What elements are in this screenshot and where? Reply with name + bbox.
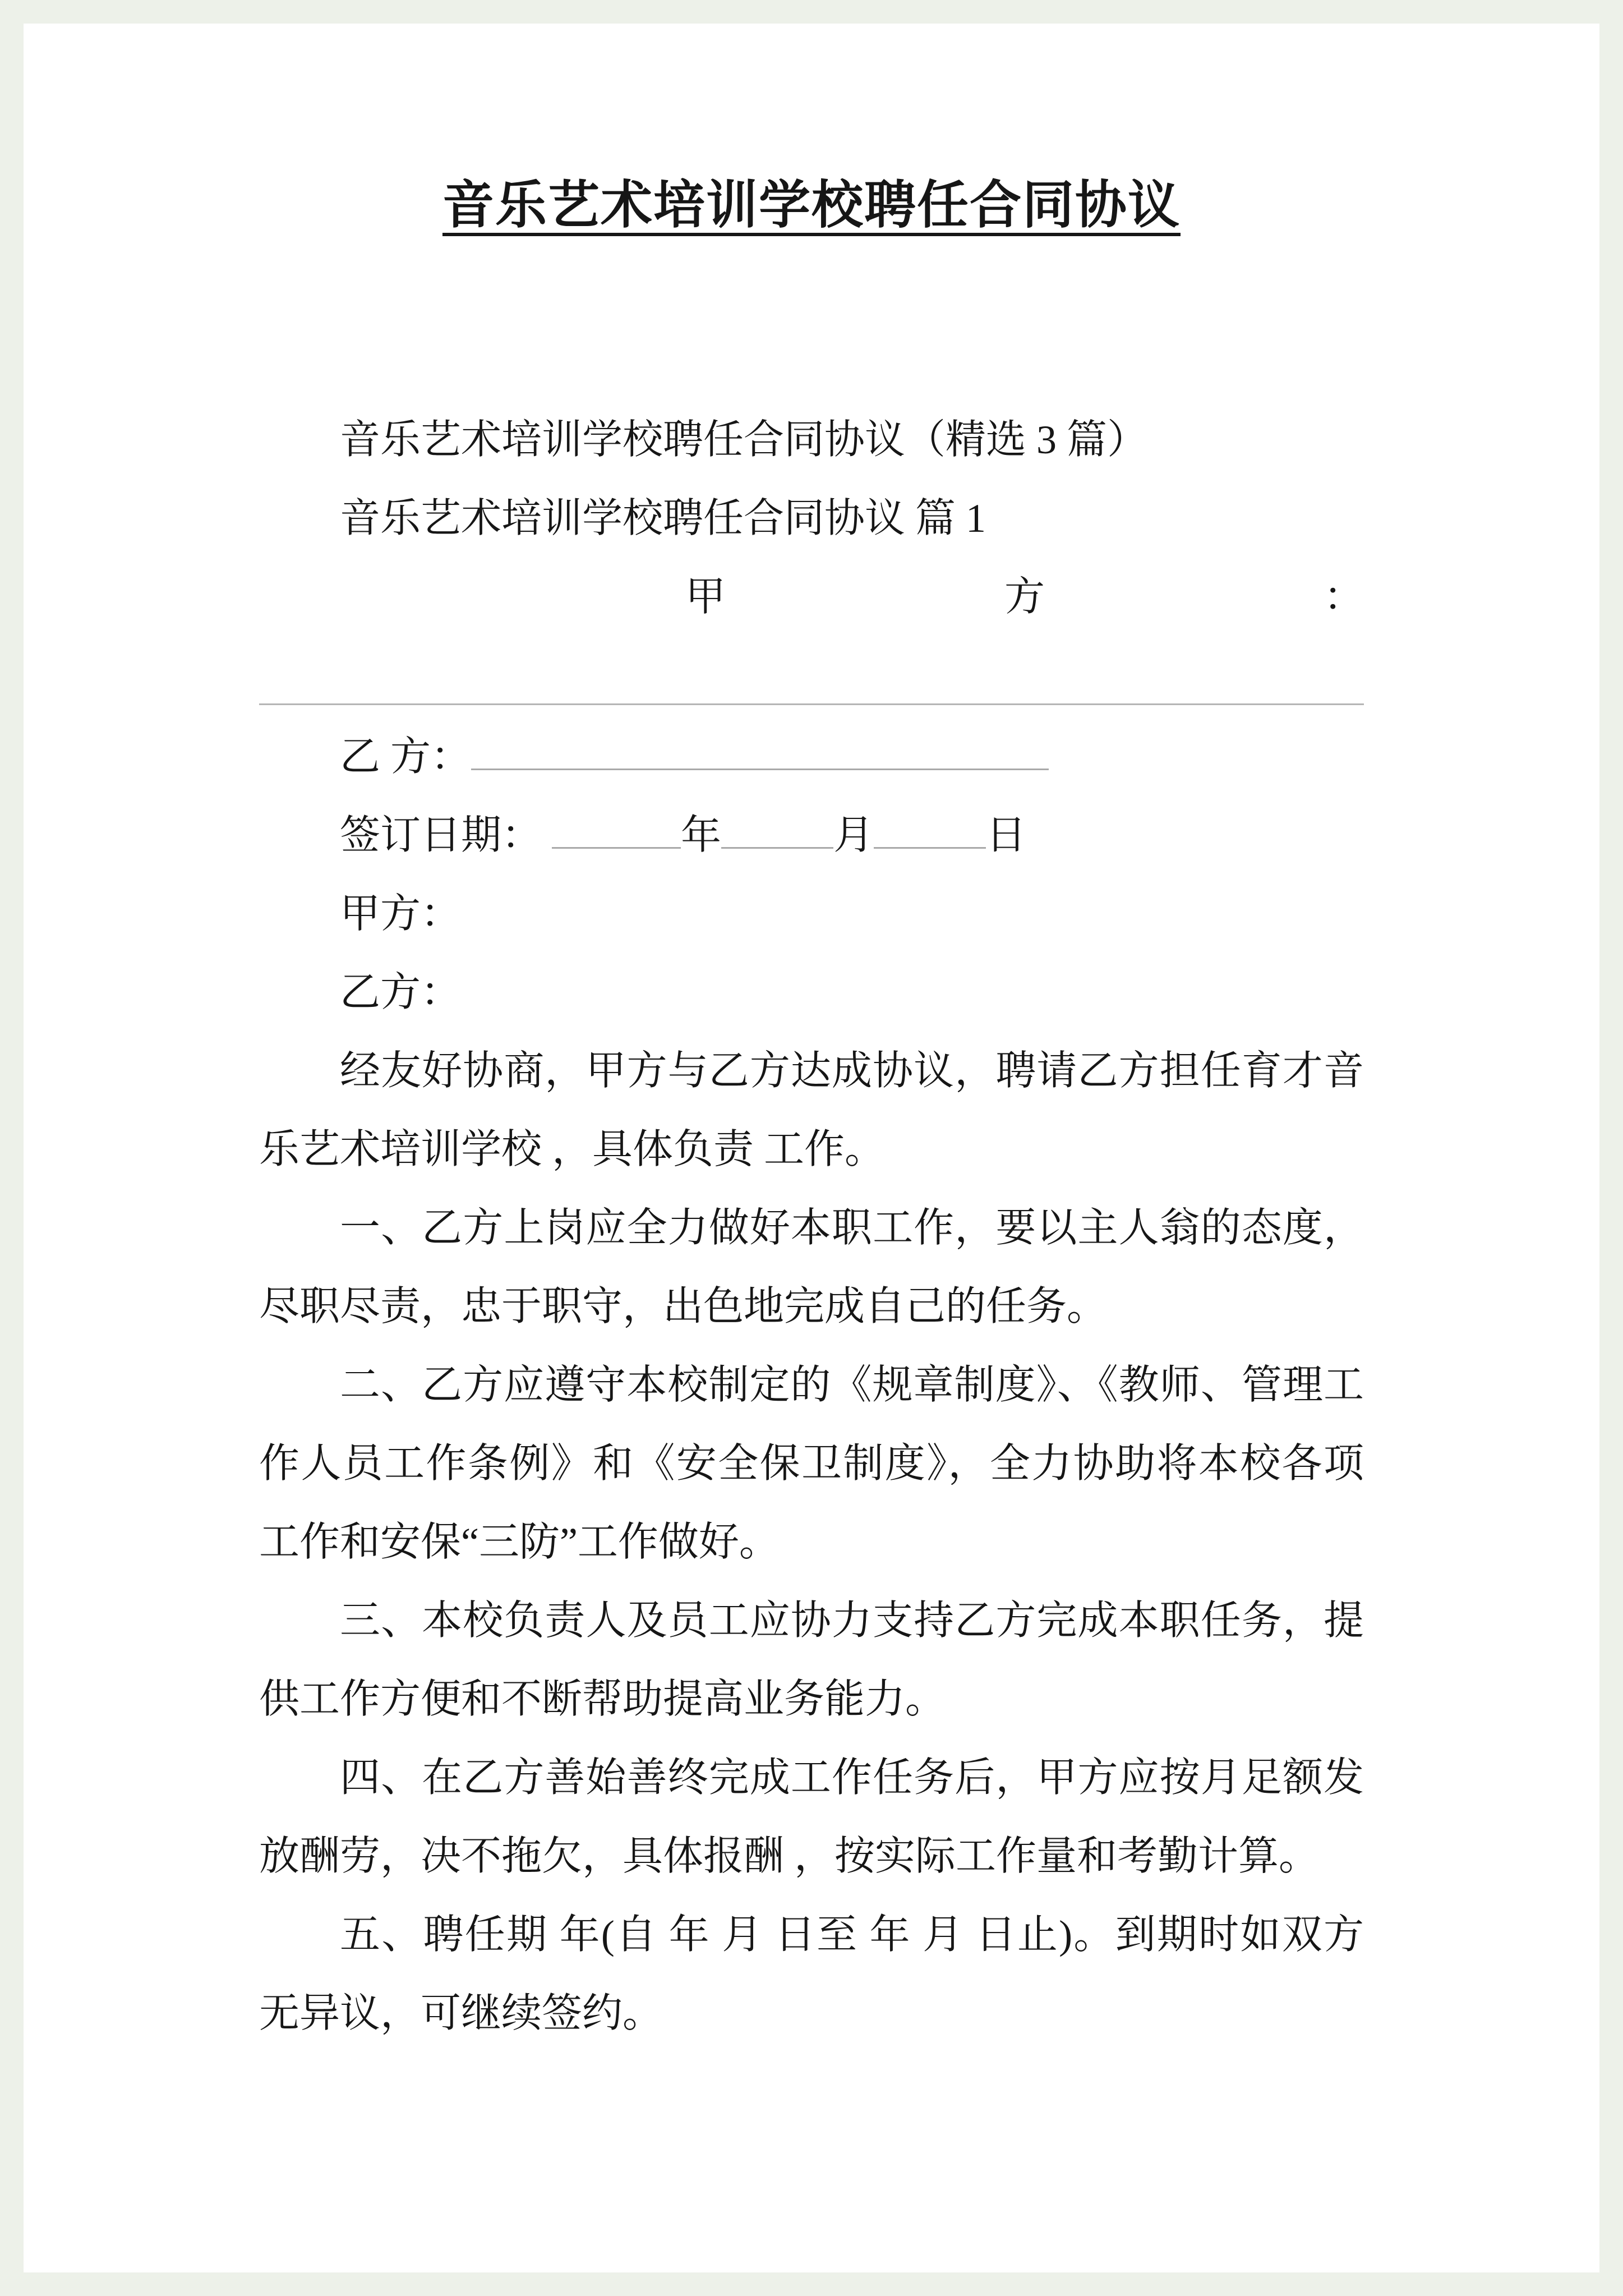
paragraph-clause-1: 一、乙方上岗应全力做好本职工作，要以主人翁的态度，尽职尽责，忠于职守，出色地完成自己的任务。: [259, 1205, 1364, 1329]
party-a-blank-underline: [259, 636, 1364, 705]
document-title: 音乐艺术培训学校聘任合同协议: [442, 177, 1181, 234]
party-a-short-line: 甲方：: [340, 891, 462, 936]
paragraph-clause-5: 五、聘任期 年(自 年 月 日至 年 月 日止)。到期时如双方无异议，可继续签约。: [259, 1912, 1364, 2036]
party-b-blank-underline: [471, 720, 1049, 770]
sign-date-month-blank: [721, 799, 833, 849]
party-b-short-line: 乙方：: [340, 970, 462, 1015]
paragraph-clause-3: 三、本校负责人及员工应协力支持乙方完成本职任务，提供工作方便和不断帮助提高业务能力。: [259, 1598, 1364, 1722]
document-page: [24, 24, 1599, 2272]
party-a-spread-line: [685, 558, 1364, 636]
sign-date-label: 签订日期：: [340, 813, 552, 858]
sign-date-month-label: 月: [833, 813, 874, 858]
paragraph-clause-2: 二、乙方应遵守本校制定的《规章制度》、《教师、管理工作人员工作条例》和《安全保卫制度》，全力协助将本校各项工作和安保“三防”工作做好。: [259, 1363, 1364, 1565]
party-a-char-2: 方: [1004, 574, 1045, 619]
party-b-line: [259, 717, 1364, 796]
party-b-label: 乙 方：: [340, 734, 472, 779]
sign-date-line: [259, 796, 1364, 875]
sign-date-day-label: 日: [986, 813, 1027, 858]
sign-date-year-label: 年: [681, 813, 722, 858]
paragraph-clause-4: 四、在乙方善始善终完成工作任务后，甲方应按月足额发放酬劳，决不拖欠，具体报酬 ，按实际工作量和考勤计算。: [259, 1755, 1364, 1879]
intro-line-1: 音乐艺术培训学校聘任合同协议（精选 3 篇）: [340, 417, 1148, 462]
party-a-char-1: 甲: [685, 574, 726, 619]
paragraph-agreement-intro: 经友好协商，甲方与乙方达成协议，聘请乙方担任育才音乐艺术培训学校 ，具体负责 工作。: [259, 1048, 1364, 1172]
party-a-colon: ：: [1323, 574, 1364, 619]
sign-date-year-blank: [552, 799, 681, 849]
sign-date-day-blank: [874, 799, 986, 849]
intro-line-2: 音乐艺术培训学校聘任合同协议 篇 1: [340, 496, 986, 541]
document-content: [24, 24, 1599, 2053]
